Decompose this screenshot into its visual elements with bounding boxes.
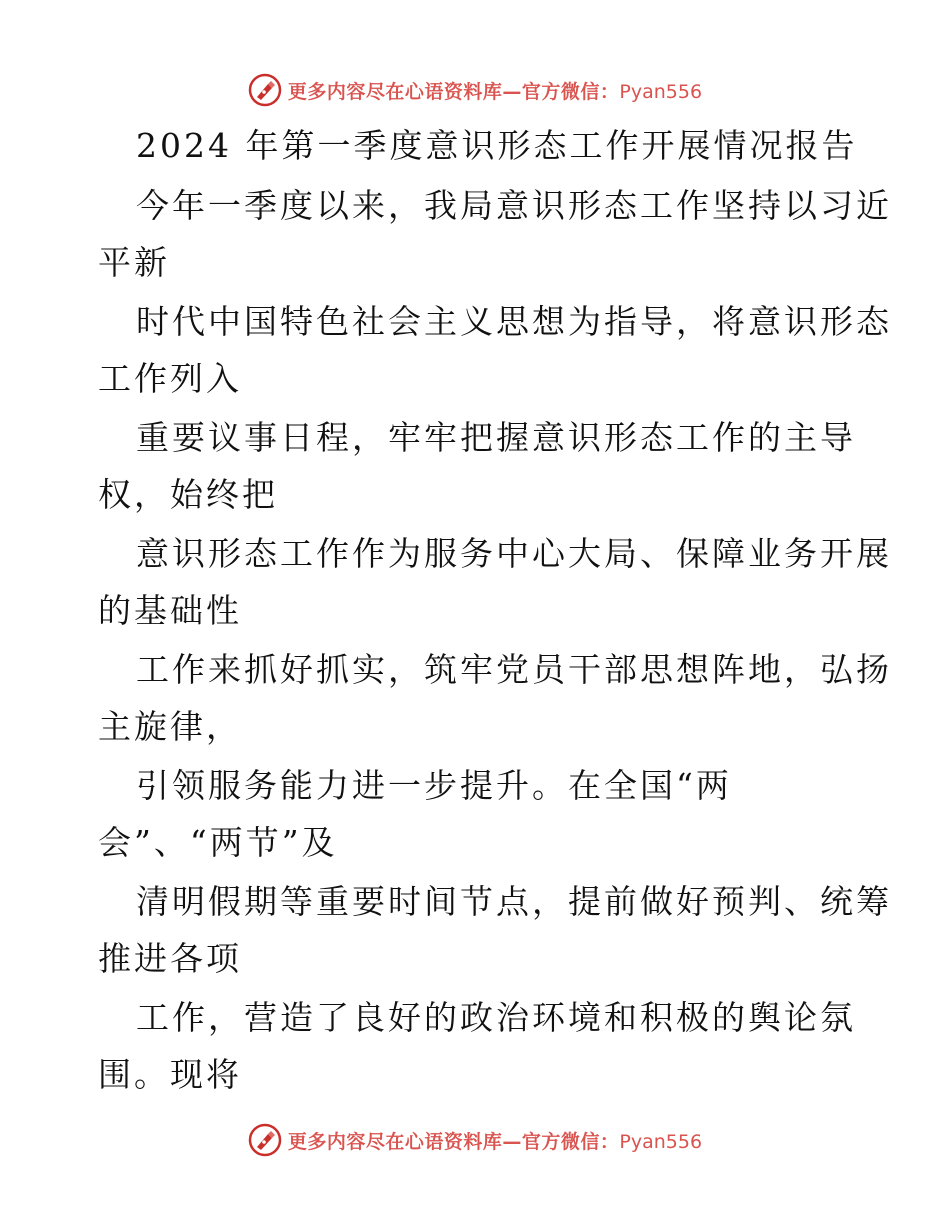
footer-watermark xyxy=(0,1120,950,1160)
pen-nib-logo-icon xyxy=(248,73,282,107)
paragraph-line: 工作列入 xyxy=(98,359,242,398)
watermark-text: 更多内容尽在心语资料库—官方微信：Pyan556 xyxy=(287,1130,703,1153)
paragraph-line: 今年一季度以来，我局意识形态工作坚持以习近 xyxy=(136,186,892,225)
paragraph-line: 权，始终把 xyxy=(98,475,278,514)
paragraph-line: 会”、“两节”及 xyxy=(98,823,338,862)
paragraph-line: 时代中国特色社会主义思想为指导，将意识形态 xyxy=(136,302,892,341)
paragraph-line: 主旋律， xyxy=(98,707,242,746)
paragraph-line: 的基础性 xyxy=(98,591,242,630)
paragraph-line: 意识形态工作作为服务中心大局、保障业务开展 xyxy=(136,534,892,573)
paragraph-line: 推进各项 xyxy=(98,939,242,978)
paragraph-line: 围。现将 xyxy=(98,1055,242,1094)
paragraph-line: 重要议事日程，牢牢把握意识形态工作的主导 xyxy=(136,418,856,457)
watermark-text: 更多内容尽在心语资料库—官方微信：Pyan556 xyxy=(287,80,703,103)
paragraph-line: 工作来抓好抓实，筑牢党员干部思想阵地，弘扬 xyxy=(136,650,892,689)
document-title: 2024 年第一季度意识形态工作开展情况报告 xyxy=(136,126,858,165)
paragraph-line: 平新 xyxy=(98,243,170,282)
paragraph-line: 引领服务能力进一步提升。在全国“两 xyxy=(136,766,732,805)
pen-nib-logo-icon xyxy=(248,1123,282,1157)
paragraph-line: 工作，营造了良好的政治环境和积极的舆论氛 xyxy=(136,998,856,1037)
header-watermark xyxy=(0,70,950,110)
paragraph-line: 清明假期等重要时间节点，提前做好预判、统筹 xyxy=(136,882,892,921)
